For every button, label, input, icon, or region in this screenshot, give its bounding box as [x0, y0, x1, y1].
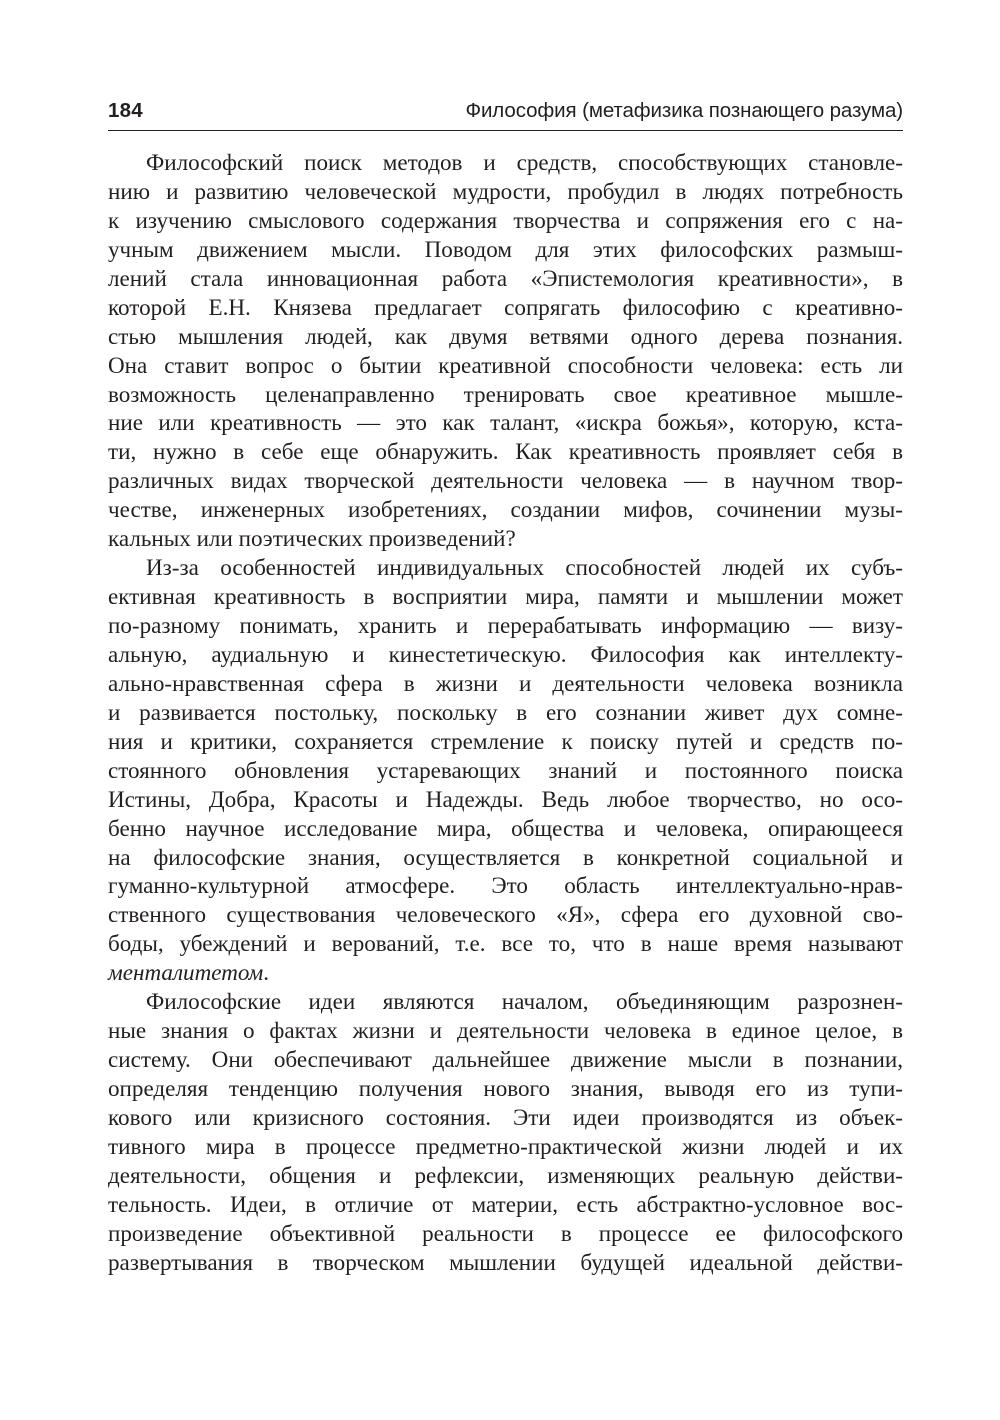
text-line: и развивается постольку, поскольку в его сознании живет дух сомне- — [108, 698, 903, 725]
italic-term: менталитетом — [108, 959, 264, 986]
text-line: к изучению смыслового содержания творчества и сопряжения его с на- — [108, 206, 903, 233]
text-line: альную, аудиальную и кинестетическую. Философия как интеллекту- — [108, 640, 903, 667]
text-line: определяя тенденцию получения нового знания, выводя его из тупи- — [108, 1075, 903, 1101]
paragraph-3 — [108, 987, 903, 1276]
text-line: учным движением мысли. Поводом для этих философских размыш- — [108, 235, 903, 262]
paragraph-2 — [108, 553, 903, 987]
text-line: которой Е.Н. Князева предлагает сопрягать философию с креативно- — [108, 293, 903, 320]
text-line: тельность. Идеи, в отличие от материи, есть абстрактно-условное вос- — [108, 1190, 903, 1217]
text-line: систему. Они обеспечивают дальнейшее движение мысли в познании, — [108, 1046, 903, 1073]
text-line: Она ставит вопрос о бытии креативной способности человека: есть ли — [108, 351, 903, 378]
text-line-emphasis — [108, 958, 903, 987]
body-text — [108, 148, 903, 1277]
text-line: произведение объективной реальности в процессе ее философского — [108, 1219, 903, 1246]
text-line: ственного существования человеческого «Я», сфера его духовной сво- — [108, 901, 903, 928]
text-line: возможность целенаправленно тренировать свое креативное мышле- — [108, 380, 903, 407]
text-line: Философский поиск методов и средств, способствующих становле- — [146, 149, 903, 175]
period: . — [263, 959, 270, 986]
running-title: Философия (метафизика познающего разума) — [465, 99, 903, 122]
text-line: боды, убеждений и верований, т.е. все то, что в наше время называют — [108, 930, 903, 957]
text-line: различных видах творческой деятельности человека — в научном твор- — [108, 467, 903, 494]
text-line: ния и критики, сохраняется стремление к поиску путей и средств по- — [108, 727, 903, 754]
text-line: нию и развитию человеческой мудрости, пробудил в людях потребность — [108, 177, 903, 204]
text-line: бенно научное исследование мира, общества и человека, опирающееся — [108, 814, 903, 841]
text-line: ально-нравственная сфера в жизни и деятельности человека возникла — [108, 669, 903, 696]
text-line: Истины, Добра, Красоты и Надежды. Ведь любое творчество, но осо- — [108, 785, 903, 812]
text-line: Из-за особенностей индивидуальных способностей людей их субъ- — [146, 554, 903, 581]
page-number: 184 — [108, 99, 143, 122]
text-line: ективная креативность в восприятии мира, памяти и мышлении может — [108, 583, 903, 610]
text-line: лений стала инновационная работа «Эпистемология креативности», в — [108, 264, 903, 291]
text-line: стоянного обновления устаревающих знаний и постоянного поиска — [108, 756, 903, 783]
text-line: деятельности, общения и рефлексии, изменяющих реальную действи- — [108, 1161, 903, 1188]
text-line: ные знания о фактах жизни и деятельности человека в единое целое, в — [108, 1017, 903, 1044]
text-line: по-разному понимать, хранить и перерабатывать информацию — визу- — [108, 612, 903, 638]
text-line: кового или кризисного состояния. Эти идеи производятся из объек- — [108, 1103, 903, 1130]
text-line: ти, нужно в себе еще обнаружить. Как креативность проявляет себя в — [108, 438, 903, 465]
text-line: на философские знания, осуществляется в конкретной социальной и — [108, 843, 903, 870]
text-line: честве, инженерных изобретениях, создании мифов, сочинении музы- — [108, 496, 903, 523]
text-line: развертывания в творческом мышлении будущей идеальной действи- — [108, 1248, 903, 1275]
paragraph-1 — [108, 148, 903, 553]
running-head — [108, 96, 903, 131]
text-line: стью мышления людей, как двумя ветвями одного дерева познания. — [108, 322, 903, 349]
text-line: Философские идеи являются началом, объединяющим разрознен- — [146, 988, 903, 1015]
text-line: тивного мира в процессе предметно-практической жизни людей и их — [108, 1132, 903, 1159]
text-line: кальных или поэтических произведений? — [108, 525, 516, 552]
text-line: ние или креативность — это как талант, «искра божья», которую, кста- — [108, 409, 903, 436]
text-line: гуманно-культурной атмосфере. Это область интеллектуально-нрав- — [108, 872, 903, 899]
